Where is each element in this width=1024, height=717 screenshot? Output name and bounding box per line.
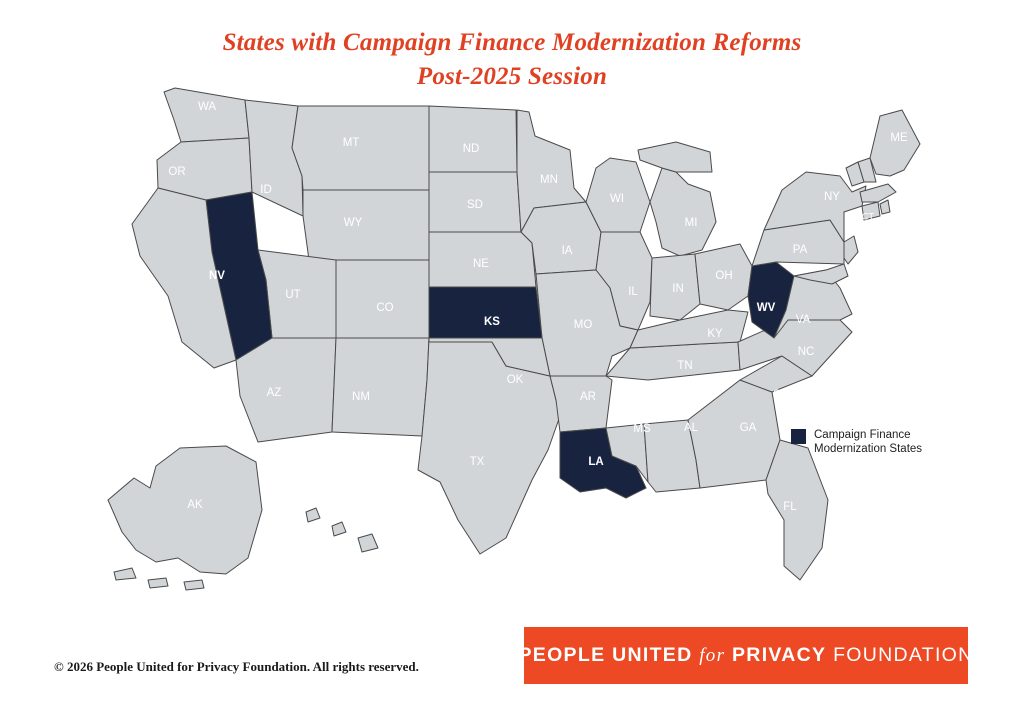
state-label-AR: AR	[580, 391, 596, 404]
state-label-IN: IN	[672, 283, 684, 296]
state-shape-KS[interactable]	[429, 287, 542, 338]
state-label-TN: TN	[677, 360, 693, 373]
state-label-SD: SD	[467, 199, 483, 212]
state-label-NE: NE	[473, 258, 489, 271]
state-shape-AK[interactable]	[108, 446, 262, 574]
state-label-WI: WI	[609, 193, 625, 206]
state-label-LA: LA	[588, 456, 604, 469]
state-shape-SD[interactable]	[429, 172, 521, 232]
state-shape-NM[interactable]	[332, 338, 429, 436]
state-label-MN: MN	[540, 174, 558, 187]
state-label-WV: WV	[756, 302, 776, 315]
state-shape-AK-islands1	[114, 568, 136, 580]
title-line-2: Post-2025 Session	[416, 62, 608, 90]
state-shape-MT[interactable]	[292, 106, 429, 190]
state-shape-KY[interactable]	[630, 310, 748, 348]
state-label-ID: ID	[260, 184, 272, 197]
state-shape-NE[interactable]	[429, 232, 536, 287]
state-shape-MI2	[638, 142, 712, 172]
state-shape-FL[interactable]	[766, 440, 828, 580]
state-label-MO: MO	[573, 319, 593, 332]
legend-label	[814, 428, 922, 457]
state-shape-NJ[interactable]	[844, 236, 858, 264]
state-label-ME: ME	[890, 132, 908, 145]
state-shape-ME[interactable]	[870, 110, 920, 176]
state-label-WA: WA	[197, 101, 217, 114]
state-label-OR: OR	[168, 166, 186, 179]
state-shape-WI[interactable]	[586, 158, 650, 232]
state-shape-HI1[interactable]	[306, 508, 320, 522]
state-label-NY: NY	[824, 191, 840, 204]
logo-word-foundation: FOUNDATION	[833, 644, 974, 666]
state-label-CA: CA	[156, 312, 172, 325]
state-shape-AK-islands2	[148, 578, 168, 588]
legend-label-line-2: Modernization States	[814, 443, 923, 456]
state-shape-CO[interactable]	[336, 260, 429, 338]
logo-word-united: UNITED	[612, 644, 693, 666]
state-label-MS: MS	[633, 423, 651, 436]
state-shape-ID[interactable]	[245, 100, 303, 216]
state-label-CO: CO	[376, 302, 394, 315]
state-shape-WA[interactable]	[164, 88, 249, 142]
logo-word-privacy: PRIVACY	[732, 644, 827, 666]
organization-logo	[518, 627, 974, 684]
us-map	[40, 80, 908, 600]
state-shape-HI3	[358, 534, 378, 552]
state-shape-CT[interactable]	[862, 202, 880, 220]
state-label-WY: WY	[343, 217, 363, 230]
state-label-IA: IA	[561, 245, 573, 258]
copyright-text: © 2026 People United for Privacy Foundation. All rights reserved.	[54, 659, 419, 674]
state-label-SC: SC	[773, 389, 789, 402]
state-label-FL: FL	[783, 501, 797, 514]
state-shape-AK-islands3	[184, 580, 204, 590]
state-label-OH: OH	[715, 270, 733, 283]
state-label-MT: MT	[342, 137, 360, 150]
state-label-NV: NV	[209, 270, 225, 283]
title-line-1: States with Campaign Finance Modernization Reforms	[222, 29, 802, 56]
state-label-KS: KS	[484, 316, 500, 329]
state-label-KY: KY	[707, 328, 723, 341]
state-shape-HI2	[332, 522, 346, 536]
state-shape-ND[interactable]	[429, 106, 517, 172]
map-svg	[40, 80, 908, 600]
state-label-AL: AL	[683, 422, 699, 435]
state-label-UT: UT	[285, 289, 301, 302]
state-shape-AZ[interactable]	[236, 338, 336, 442]
state-label-CT: CT	[862, 211, 874, 222]
logo-text	[518, 644, 973, 667]
state-shape-MI[interactable]	[650, 168, 716, 256]
logo-word-people: PEOPLE	[518, 644, 606, 666]
state-label-ND: ND	[462, 143, 480, 156]
state-label-MI: MI	[684, 217, 698, 230]
state-shape-GA[interactable]	[688, 380, 780, 488]
state-label-TX: TX	[469, 456, 485, 469]
state-label-PA: PA	[792, 244, 808, 257]
state-label-AZ: AZ	[266, 387, 282, 400]
state-shape-OH[interactable]	[695, 244, 752, 310]
state-shape-OR[interactable]	[157, 138, 252, 200]
state-label-VA: VA	[795, 314, 811, 327]
state-label-NM: NM	[352, 391, 370, 404]
logo-word-for: for	[699, 645, 726, 666]
state-label-OK: OK	[506, 374, 524, 387]
legend-label-line-1: Campaign Finance	[814, 429, 911, 441]
legend-swatch	[791, 429, 806, 444]
state-shape-AR[interactable]	[550, 376, 612, 432]
state-label-IL: IL	[628, 286, 638, 299]
state-shape-WY[interactable]	[303, 190, 429, 260]
map-legend	[791, 428, 922, 457]
state-label-AK: AK	[187, 499, 203, 512]
state-label-NC: NC	[797, 346, 815, 359]
state-label-GA: GA	[739, 422, 757, 435]
state-shape-IN[interactable]	[650, 254, 700, 320]
state-shape-RI[interactable]	[880, 200, 890, 214]
